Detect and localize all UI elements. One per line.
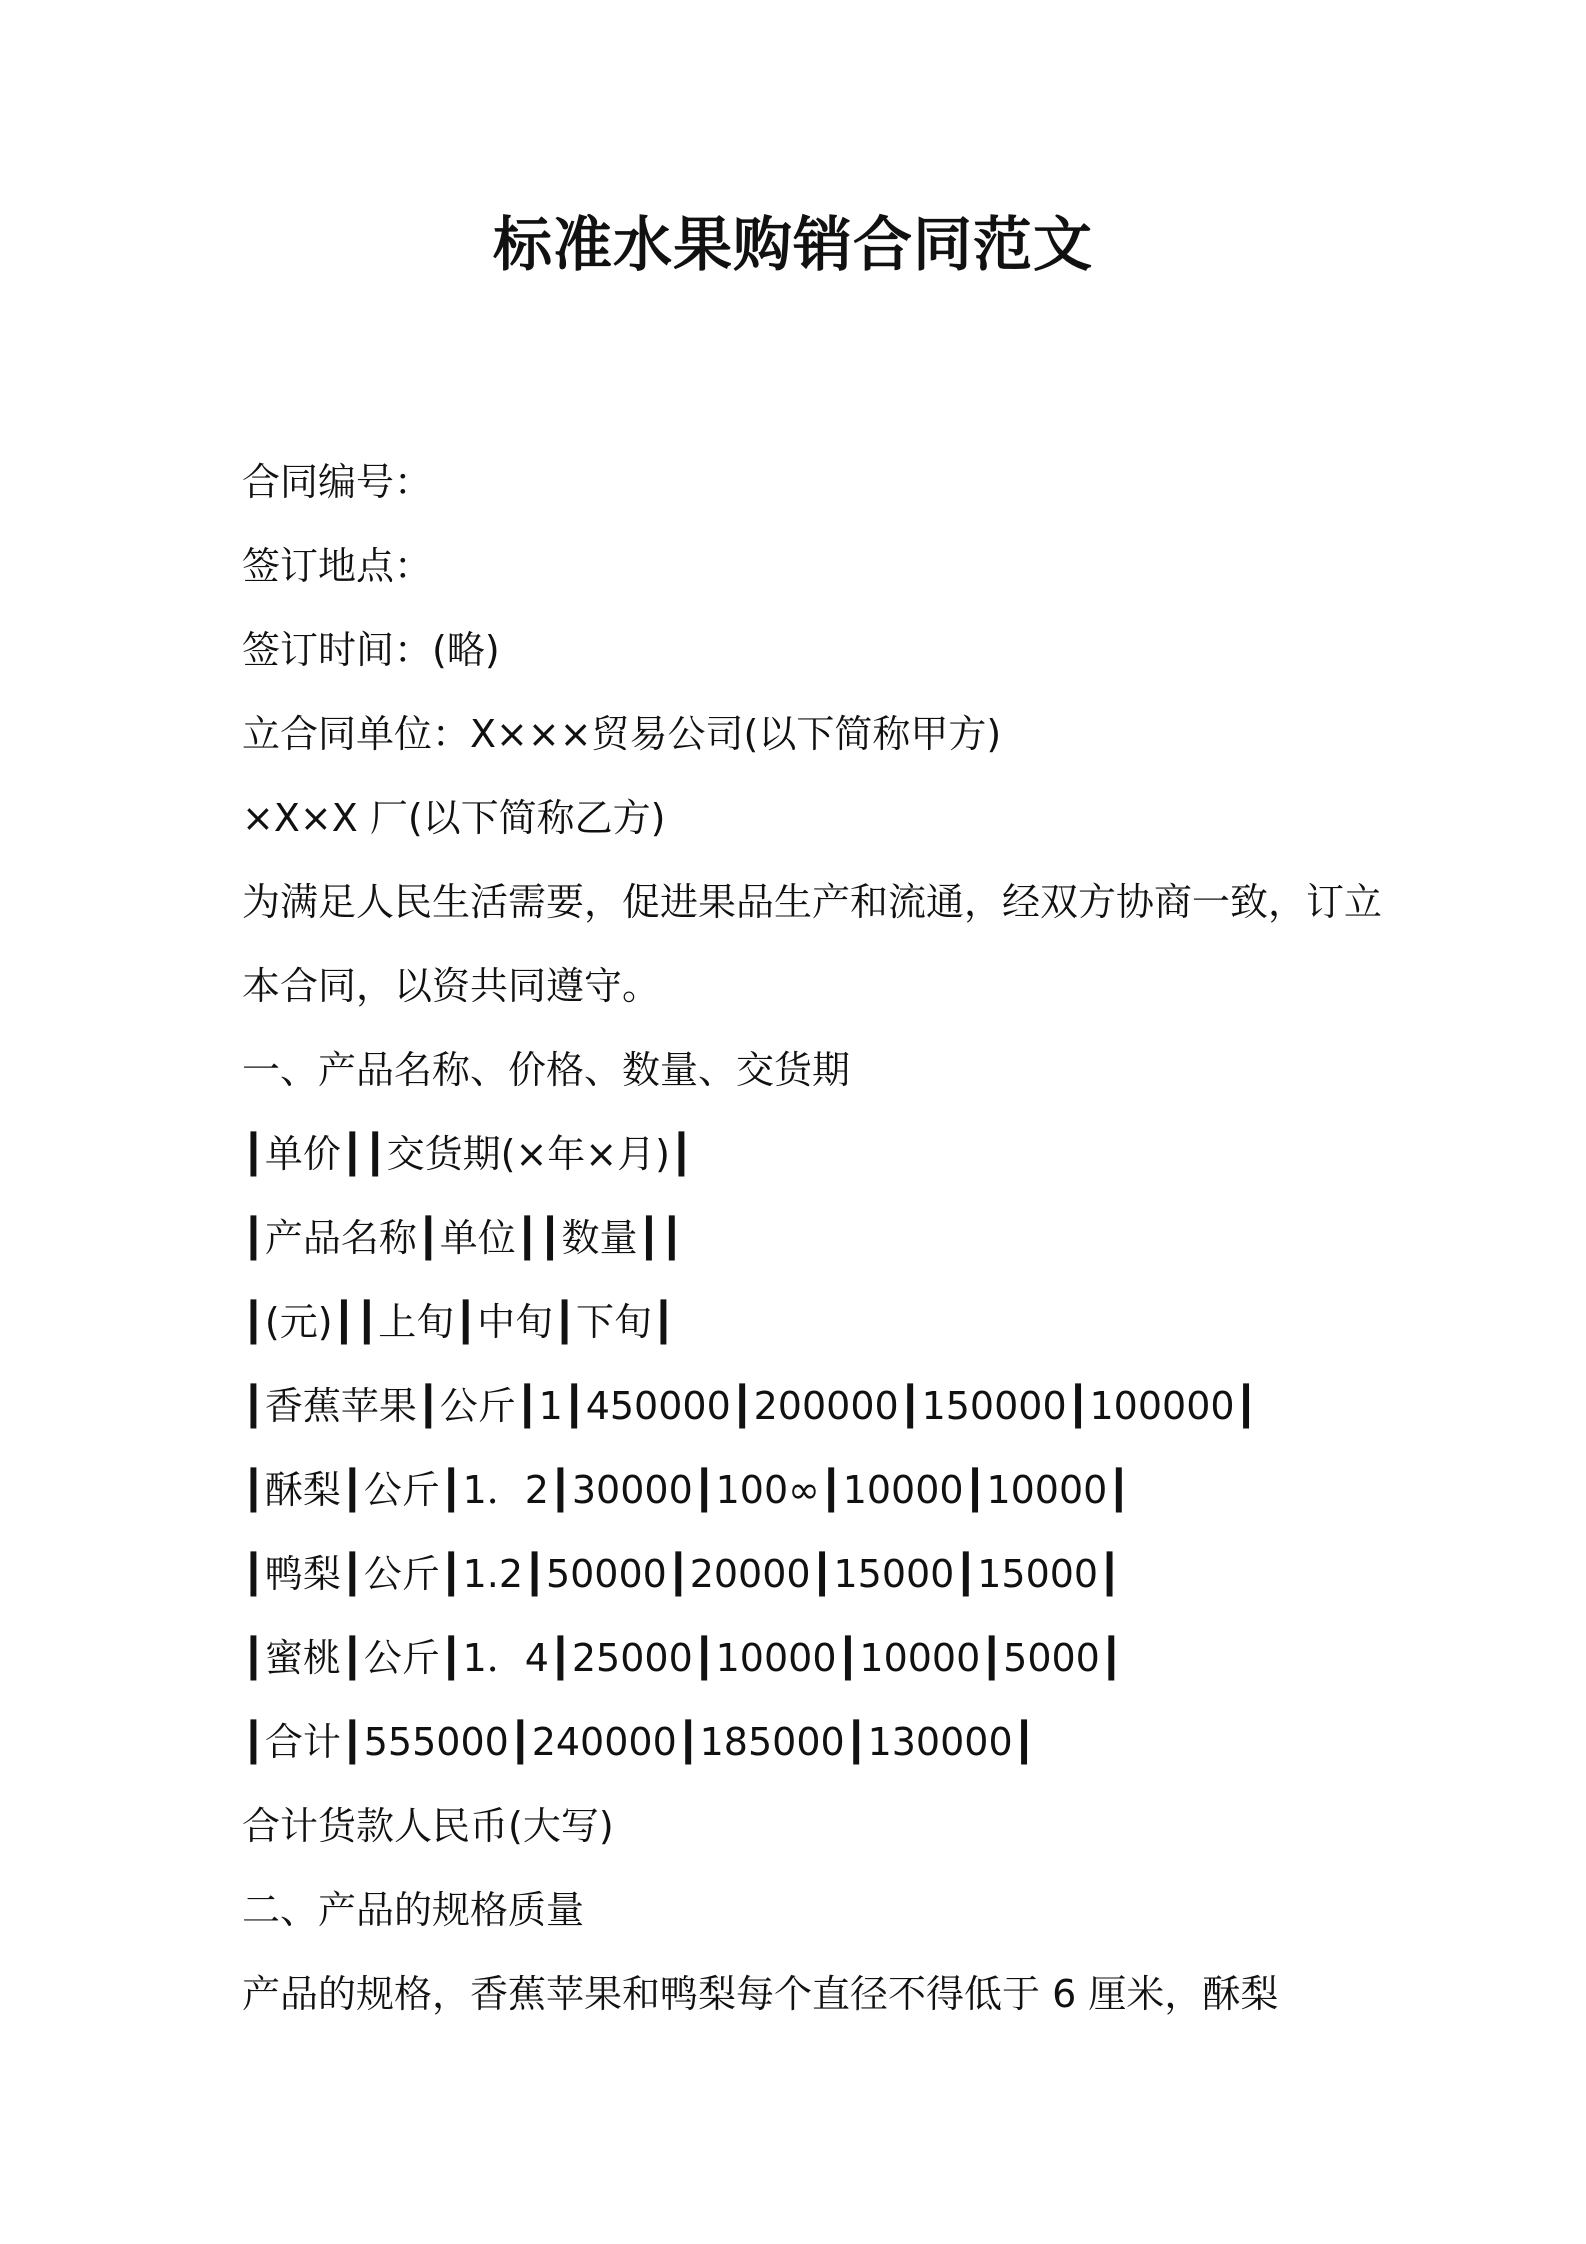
table-row: ┃蜜桃┃公斤┃1．4┃25000┃10000┃10000┃5000┃	[242, 1636, 1123, 1680]
section-heading: 一、产品名称、价格、数量、交货期	[242, 1048, 851, 1092]
section-heading: 二、产品的规格质量	[242, 1888, 585, 1932]
total-payment-line: 合计货款人民币(大写)	[242, 1804, 614, 1848]
table-total-row: ┃合计┃555000┃240000┃185000┃130000┃	[242, 1720, 1036, 1764]
table-row: ┃鸭梨┃公斤┃1.2┃50000┃20000┃15000┃15000┃	[242, 1552, 1121, 1596]
document-body	[242, 440, 1382, 2036]
party-a-line: 立合同单位：X×××贸易公司(以下简称甲方)	[242, 712, 1002, 756]
preamble-line: 本合同，以资共同遵守。	[242, 964, 661, 1008]
table-header-row: ┃单价┃┃交货期(×年×月)┃	[242, 1132, 693, 1176]
specification-line: 产品的规格，香蕉苹果和鸭梨每个直径不得低于 6 厘米，酥梨	[242, 1972, 1279, 2016]
party-b-line: ×X×X 厂(以下简称乙方)	[242, 796, 666, 840]
contract-number-line: 合同编号：	[242, 460, 433, 504]
signing-place-line: 签订地点：	[242, 544, 433, 588]
preamble-line: 为满足人民生活需要，促进果品生产和流通，经双方协商一致，订立	[242, 880, 1383, 924]
table-header-row: ┃(元)┃┃上旬┃中旬┃下旬┃	[242, 1300, 675, 1344]
table-header-row: ┃产品名称┃单位┃┃数量┃┃	[242, 1216, 684, 1260]
document-title: 标准水果购销合同范文	[492, 210, 1093, 279]
signing-time-line: 签订时间：(略)	[242, 628, 500, 672]
table-row: ┃酥梨┃公斤┃1．2┃30000┃100∞┃10000┃10000┃	[242, 1468, 1131, 1512]
table-row: ┃香蕉苹果┃公斤┃1┃450000┃200000┃150000┃100000┃	[242, 1384, 1258, 1428]
